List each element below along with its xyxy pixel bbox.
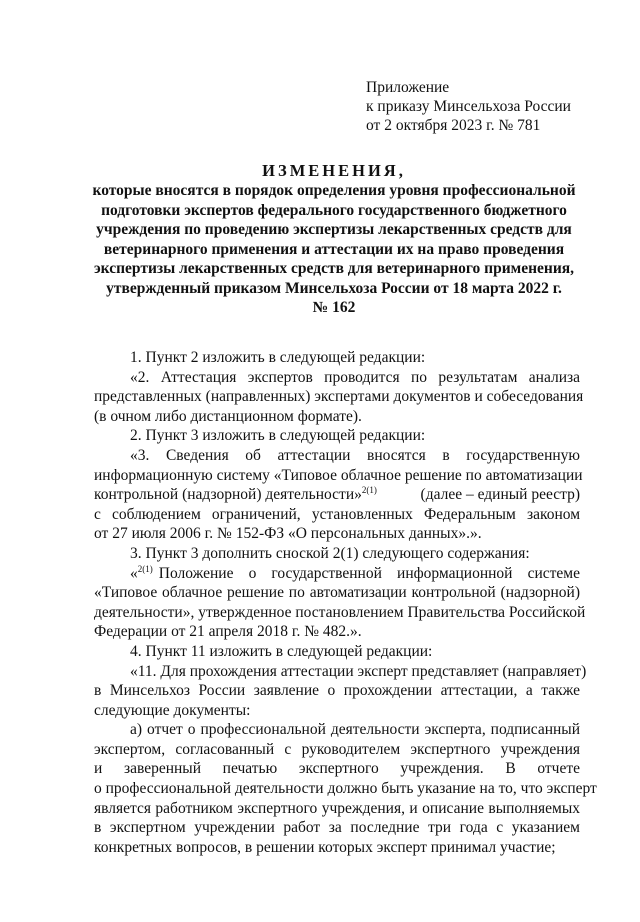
- paragraph-text: а) отчет о профессиональной деятельности эксперта, подписанный: [130, 721, 580, 739]
- paragraph-item-4: 4. Пункт 11 изложить в следующей редакции:: [130, 642, 433, 660]
- paragraph-text: с соблюдением ограничений, установленных Федеральным законом: [94, 505, 580, 523]
- paragraph-item-1: 1. Пункт 2 изложить в следующей редакции:: [130, 349, 426, 366]
- title-line: которые вносятся в порядок определения уровня профессиональной: [92, 182, 576, 199]
- paragraph-text: деятельности», утвержденное постановлением Правительства Российской: [94, 603, 586, 621]
- title-line: подготовки экспертов федерального государственного бюджетного: [101, 201, 567, 219]
- appendix-line-3: от 2 октября 2023 г. № 781: [366, 117, 541, 134]
- paragraph-text: контрольной (надзорной) деятельности»: [94, 486, 362, 504]
- paragraph-item-3: 3. Пункт 3 дополнить сноской 2(1) следующего содержания:: [130, 544, 530, 562]
- paragraph-text: в Минсельхоз России заявление о прохождении аттестации, а также: [94, 682, 580, 700]
- paragraph-item-2: 2. Пункт 3 изложить в следующей редакции:: [130, 427, 426, 445]
- paragraph-text: и заверенный печатью экспертного учреждения. В отчете: [94, 760, 580, 778]
- title-line: утвержденный приказом Минсельхоза России от 18 марта 2022 г.: [106, 279, 562, 297]
- paragraph-text: от 27 июля 2006 г. № 152-ФЗ «О персональных данных».».: [94, 525, 482, 543]
- paragraph-text-with-footnote: [94, 485, 580, 505]
- document-body: [94, 348, 597, 857]
- appendix-line-2: к приказу Минсельхоза России: [366, 98, 571, 115]
- paragraph-text: «2. Аттестация экспертов проводится по результатам анализа: [130, 368, 580, 386]
- paragraph-text: представленных (направленных) экспертами документов и собеседования: [94, 388, 584, 406]
- appendix-line-1: Приложение: [366, 79, 450, 96]
- paragraph-text: «Типовое облачное решение по автоматизации контрольной (надзорной): [94, 584, 580, 602]
- appendix-header: [366, 78, 571, 135]
- paragraph-text: Федерации от 21 апреля 2018 г. № 482.».: [94, 623, 362, 641]
- title-line: экспертизы лекарственных средств для ветеринарного применения,: [93, 260, 575, 277]
- paragraph-text: конкретных вопросов, в решении которых эксперт принимал участие;: [94, 838, 556, 856]
- paragraph-text: следующие документы:: [94, 701, 251, 719]
- paragraph-text: (далее – единый реестр): [420, 486, 580, 504]
- paragraph-text: о профессиональной деятельности должно быть указание на то, что эксперт: [94, 780, 597, 798]
- paragraph-text: «11. Для прохождения аттестации эксперт представляет (направляет): [130, 662, 587, 680]
- paragraph-text: является работником экспертного учреждения, и описание выполняемых: [94, 799, 580, 817]
- paragraph-text: «3. Сведения об аттестации вносятся в государственную: [130, 446, 580, 464]
- title-line: № 162: [312, 299, 356, 316]
- paragraph-text: Положение о государственной информационной системе: [158, 564, 580, 582]
- title-line: ветеринарного применения и аттестации их на право проведения: [103, 240, 565, 258]
- quote-mark: «: [130, 564, 138, 582]
- title-line: учреждения по проведению экспертизы лекарственных средств для: [96, 221, 572, 238]
- document-title: [90, 161, 578, 318]
- paragraph-text: (в очном либо дистанционном формате).: [94, 407, 362, 425]
- title-main: ИЗМЕНЕНИЯ,: [262, 161, 406, 180]
- paragraph-text: информационную систему «Типовое облачное решение по автоматизации: [94, 466, 583, 484]
- paragraph-text: экспертом, согласованный с руководителем экспертного учреждения: [94, 740, 580, 758]
- footnote-ref: 2(1): [137, 563, 153, 574]
- footnote-ref: 2(1): [361, 485, 377, 496]
- footnote-text-line: [94, 564, 580, 584]
- paragraph-text: в экспертном учреждении работ за последние три года с указанием: [94, 819, 580, 837]
